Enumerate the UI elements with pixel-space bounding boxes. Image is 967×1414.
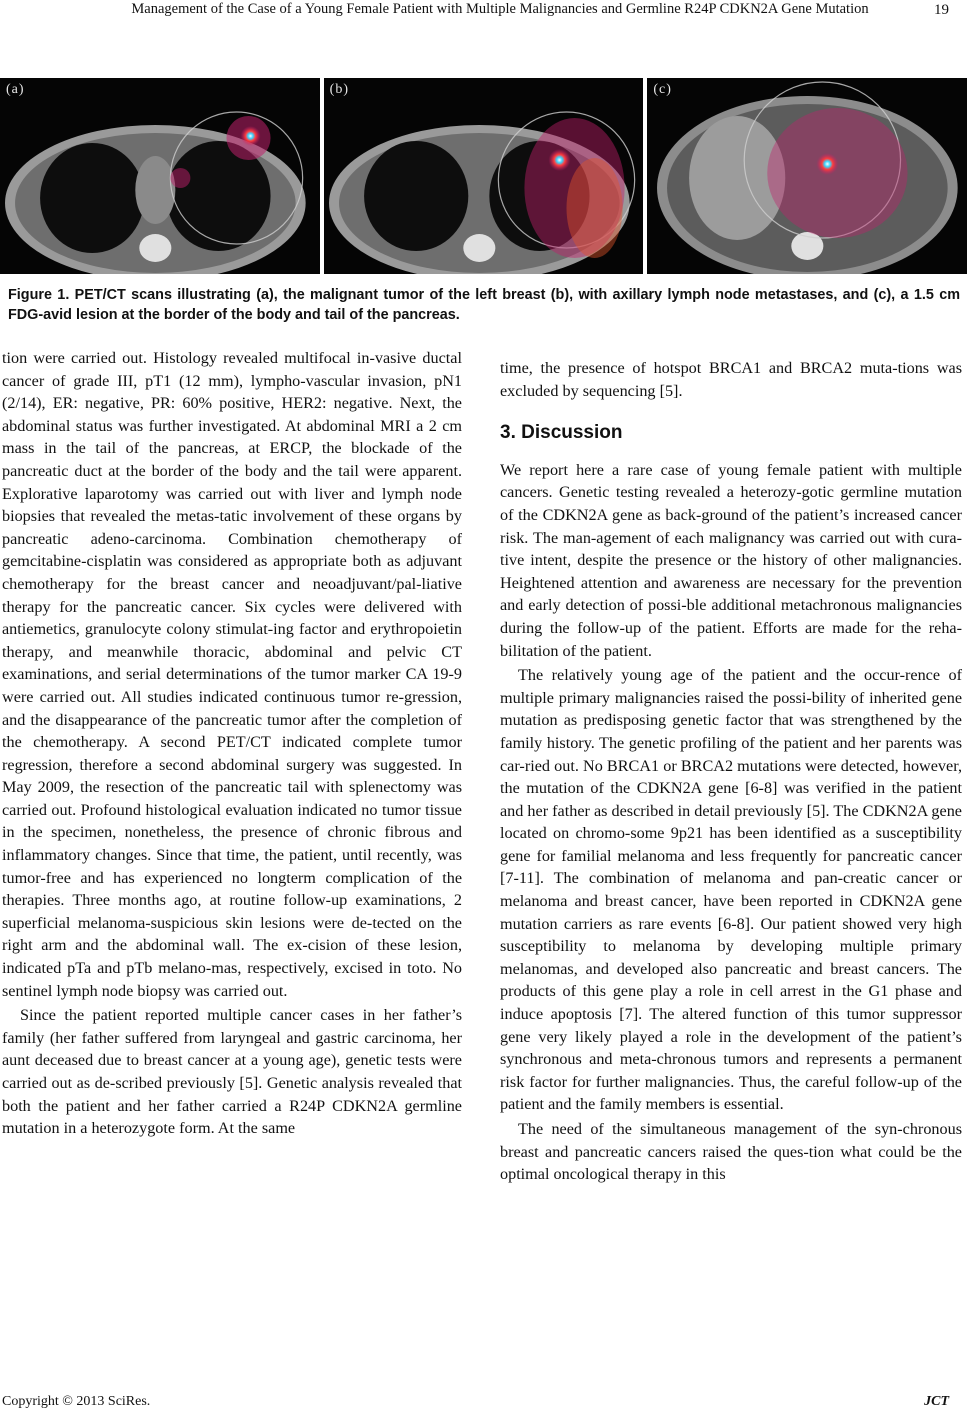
panel-label-c: (c)	[653, 82, 672, 97]
page-number: 19	[934, 2, 949, 18]
pet-ct-panel-a	[0, 78, 320, 274]
footer-journal: JCT	[924, 1394, 949, 1409]
footer-copyright: Copyright © 2013 SciRes.	[2, 1394, 151, 1409]
ct-scan-image-a	[0, 78, 320, 274]
left-paragraph-2: Since the patient reported multiple cancer cases in her father’s family (her father suffered from laryngeal and gastric carcinoma, her aunt deceased due to breast cancer at a young age), genetic tests were carried out as de-scribed previously [5]. Genetic analysis revealed that both the patient and her father carried a R24P CDKN2A germline mutation in a heterozygote form. At the same	[2, 1006, 462, 1138]
right-column	[500, 357, 962, 1186]
panel-label-b: (b)	[329, 82, 349, 97]
figure-caption: Figure 1. PET/CT scans illustrating (a), the malignant tumor of the left breast (b), with axillary lymph node metastases, and (c), a 1.5 cm FDG-avid lesion at the border of the body and tail of the pancreas.	[8, 287, 960, 323]
right-paragraph-0: time, the presence of hotspot BRCA1 and BRCA2 muta-tions was excluded by sequencing [5].	[500, 359, 962, 400]
ct-scan-image-c	[647, 78, 967, 274]
ct-scan-image-b	[324, 78, 644, 274]
running-title: Management of the Case of a Young Female Patient with Multiple Malignancies and Germline R24P CDKN2A Gene Mutation	[131, 1, 869, 17]
figure-1	[0, 78, 967, 274]
pet-ct-panel-c	[647, 78, 967, 274]
pet-ct-panel-b	[324, 78, 644, 274]
right-paragraph-3: The need of the simultaneous management of the syn-chronous breast and pancreatic cancers raised the ques-tion what could be the optimal oncological therapy in this	[500, 1120, 962, 1184]
left-paragraph-1: tion were carried out. Histology revealed multifocal in-vasive ductal cancer of grade III, pT1 (12 mm), lympho-vascular invasion, pN1 (2/14), ER: negative, PR: 60% positive, HER2: negative. Next, the abdominal status was further investigated. At abdominal MRI a 2 cm mass in the tail of the pancreas, at ERCP, the blockade of the pancreatic duct at the border of the body and the tail were apparent. Explorative laparotomy was carried out with liver and lymph node biopsies that revealed the metas-tatic involvement of these organs by pancreatic adeno-carcinoma. Combination chemotherapy of gemcitabine-cisplatin was considered as appropriate both as adjuvant chemotherapy for the breast cancer and neoadjuvant/pal-liative therapy for the pancreatic cancer. Six cycles were delivered with antiemetics, granulocyte colony stimulat-ing factor and erythropoietin therapy, and meanwhile thoracic, abdominal and pelvic CT examinations, and serial determinations of the tumor marker CA 19-9 were carried out. All studies indicated continuous tumor re-gression, and the disappearance of the pancreatic tumor after the completion of the chemotherapy. A second PET/CT indicated complete tumor regression, therefore a second abdominal surgery was suggested. In May 2009, the resection of the pancreatic tail with splenectomy was carried out. Profound histological evaluation indicated no tumor tissue in the specimen, nonetheless, the presence of chronic fibrous and inflammatory changes. Since that time, the patient, until recently, was tumor-free and has experienced no longterm complication of the therapies. Three months ago, at routine follow-up examinations, 2 superficial melanoma-suspicious skin lesions were de-tected on the right arm and the abdominal wall. The ex-cision of these lesion, indicated pTa and pTb melano-mas, respectively, excised in toto. No sentinel lymph node biopsy was carried out.	[2, 349, 462, 1000]
right-paragraph-2: The relatively young age of the patient and the occur-rence of multiple primary malignancies raised the possi-bility of inherited gene mutation as predisposing genetic factor that was strengthened by the family history. The genetic profiling of the patient and her parents was car-ried out. No BRCA1 or BRCA2 mutations were detected, however, the mutation of the CDKN2A gene [6-8] was verified in the patient and her father as described in detail previously [5]. The CDKN2A gene located on chromo-some 9p21 has been identified as a susceptibility gene for familial melanoma and less frequently for pancreatic cancer [7-11]. The combination of melanoma and pan-creatic cancer or melanoma and breast cancer, have been reported in CDKN2A gene mutation carriers as rare events [6-8]. Our patient showed very high susceptibility to melanoma by developing multiple primary melanomas, and developed also pancreatic and breast cancers. The products of this gene play a role in cell arrest in the G1 phase and induce apoptosis [7]. The altered function of this tumor suppressor gene very likely played a role in the development of the patient’s synchronous and meta-chronous tumors and represents a permanent risk factor for further malignancies. Thus, the careful follow-up of the patient and the family members is essential.	[500, 666, 962, 1114]
left-column	[2, 347, 462, 1140]
section-heading-discussion: 3. Discussion	[500, 422, 623, 444]
right-paragraph-1: We report here a rare case of young female patient with multiple cancers. Genetic testing revealed a heterozy-gotic germline mutation of the CDKN2A gene as back-ground of the patient’s increased cancer risk. The man-agement of each malignancy was carried out with cura-tive intent, despite the presence or the history of other malignancies. Heightened attention and awareness are necessary for the prevention and early detection of possi-ble additional metachronous malignancies during the follow-up of the patient. Efforts are made for the reha-bilitation of the patient.	[500, 460, 962, 660]
panel-label-a: (a)	[6, 82, 25, 97]
